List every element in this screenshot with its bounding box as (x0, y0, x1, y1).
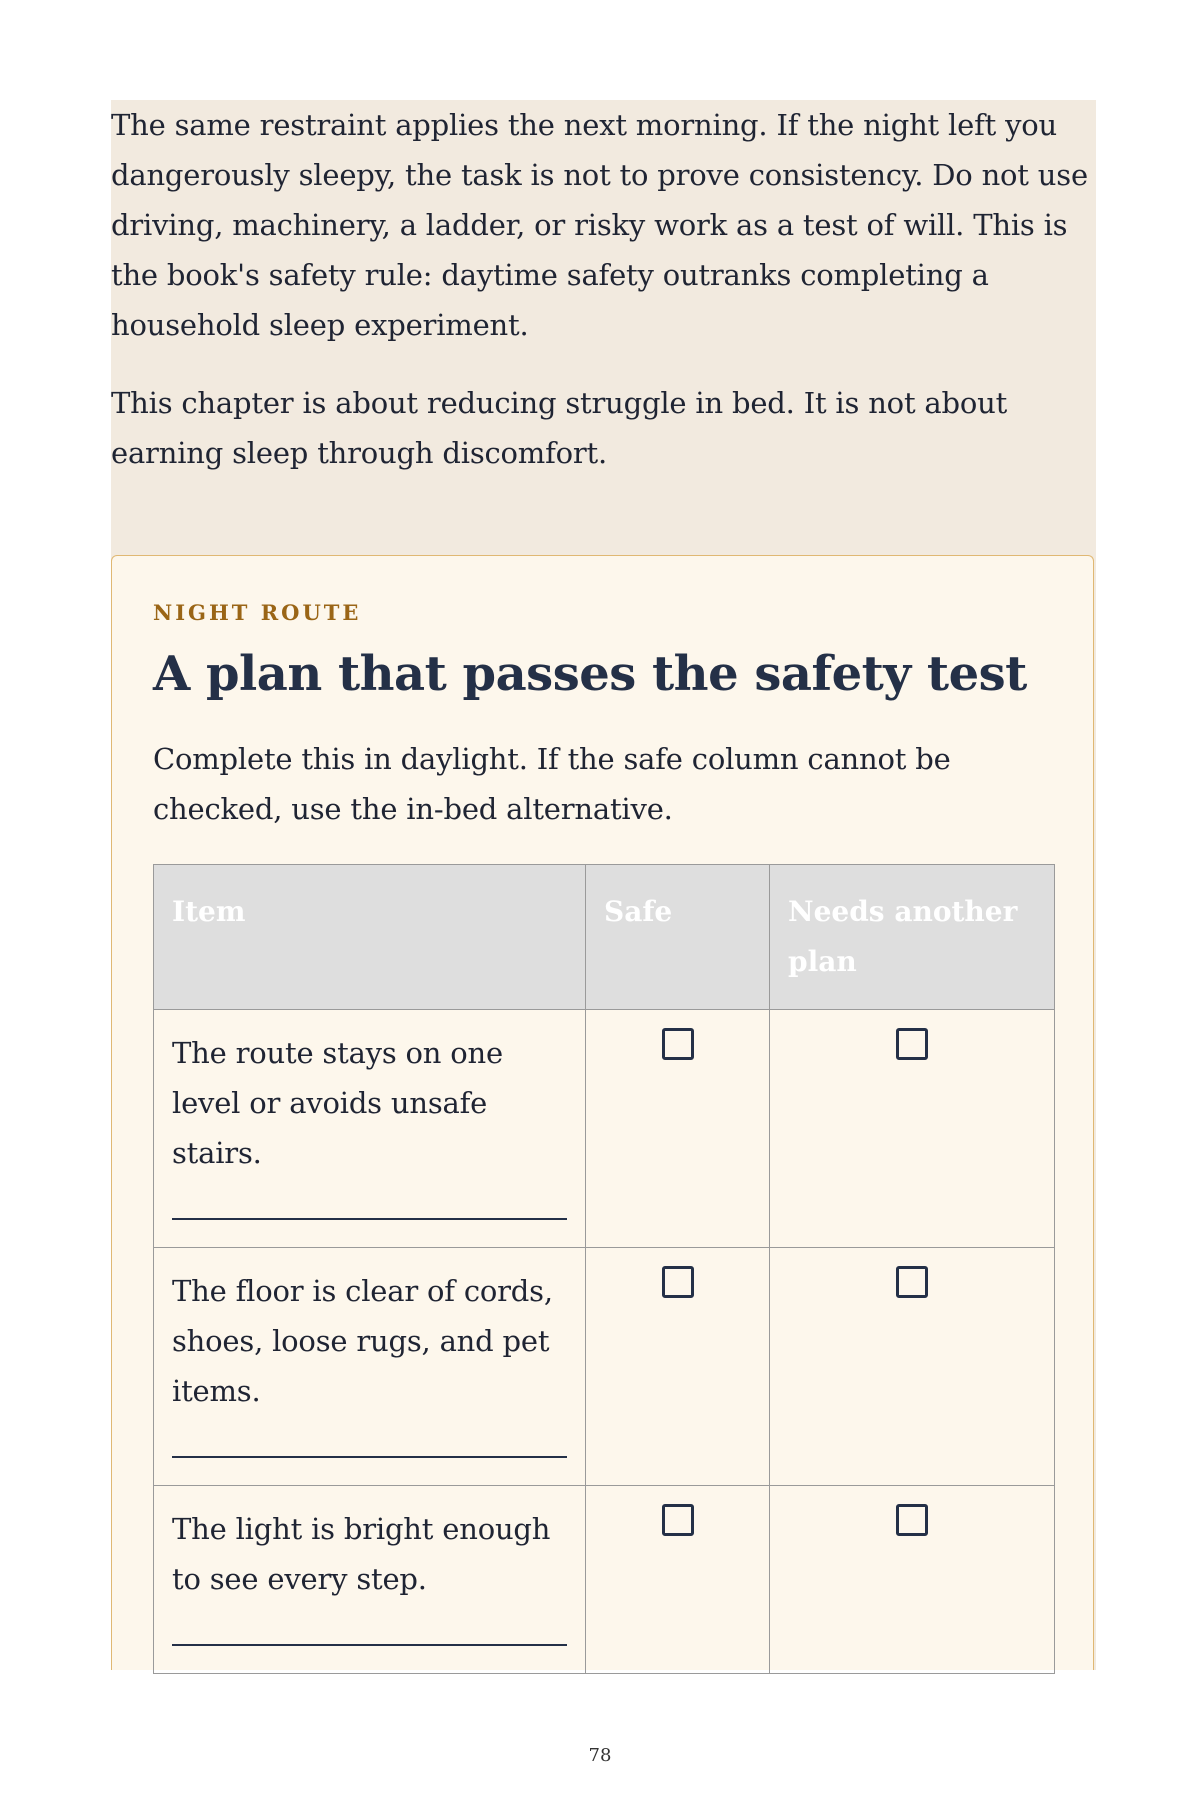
item-text: The light is bright enough to see every step. (172, 1512, 551, 1596)
worksheet-instructions: Complete this in daylight. If the safe column cannot be checked, use the in-bed alternative. (153, 742, 951, 826)
needs-another-plan-checkbox[interactable] (896, 1028, 928, 1060)
page-number: 78 (588, 1745, 612, 1766)
safety-checklist-table (153, 864, 1055, 1674)
write-in-line[interactable] (172, 1456, 567, 1458)
safe-checkbox[interactable] (662, 1028, 694, 1060)
intro-section (111, 100, 1096, 506)
safe-cell (586, 1486, 770, 1674)
item-text: The floor is clear of cords, shoes, loose rugs, and pet items. (172, 1274, 553, 1408)
item-cell (154, 1486, 586, 1674)
safe-cell (586, 1248, 770, 1486)
needs-another-plan-checkbox[interactable] (896, 1266, 928, 1298)
intro-paragraph: The same restraint applies the next morning. If the night left you dangerously sleepy, the task is not to prove consistency. Do not use driving, machinery, a ladder, or risky work as a test of will. This is the book's safety rule: daytime safety outranks completing a household sleep experiment. (111, 108, 1088, 342)
worksheet-title: A plan that passes the safety test (153, 646, 1027, 702)
write-in-line[interactable] (172, 1218, 567, 1220)
intro-paragraph: This chapter is about reducing struggle in bed. It is not about earning sleep through discomfort. (111, 386, 1008, 470)
table-row (154, 1486, 1055, 1674)
column-header-needs-another-plan: Needs another plan (770, 865, 1055, 1010)
needs-another-plan-cell (770, 1486, 1055, 1674)
needs-another-plan-cell (770, 1010, 1055, 1248)
night-route-worksheet (111, 555, 1094, 1670)
column-header-safe: Safe (586, 865, 770, 1010)
write-in-line[interactable] (172, 1644, 567, 1646)
safe-checkbox[interactable] (662, 1266, 694, 1298)
safe-cell (586, 1010, 770, 1248)
table-row (154, 1010, 1055, 1248)
table-row (154, 1248, 1055, 1486)
needs-another-plan-checkbox[interactable] (896, 1504, 928, 1536)
safe-checkbox[interactable] (662, 1504, 694, 1536)
item-text: The route stays on one level or avoids unsafe stairs. (172, 1036, 503, 1170)
table-header-row (154, 865, 1055, 1010)
item-cell (154, 1248, 586, 1486)
needs-another-plan-cell (770, 1248, 1055, 1486)
worksheet-kicker: NIGHT ROUTE (153, 600, 362, 625)
column-header-item: Item (154, 865, 586, 1010)
item-cell (154, 1010, 586, 1248)
